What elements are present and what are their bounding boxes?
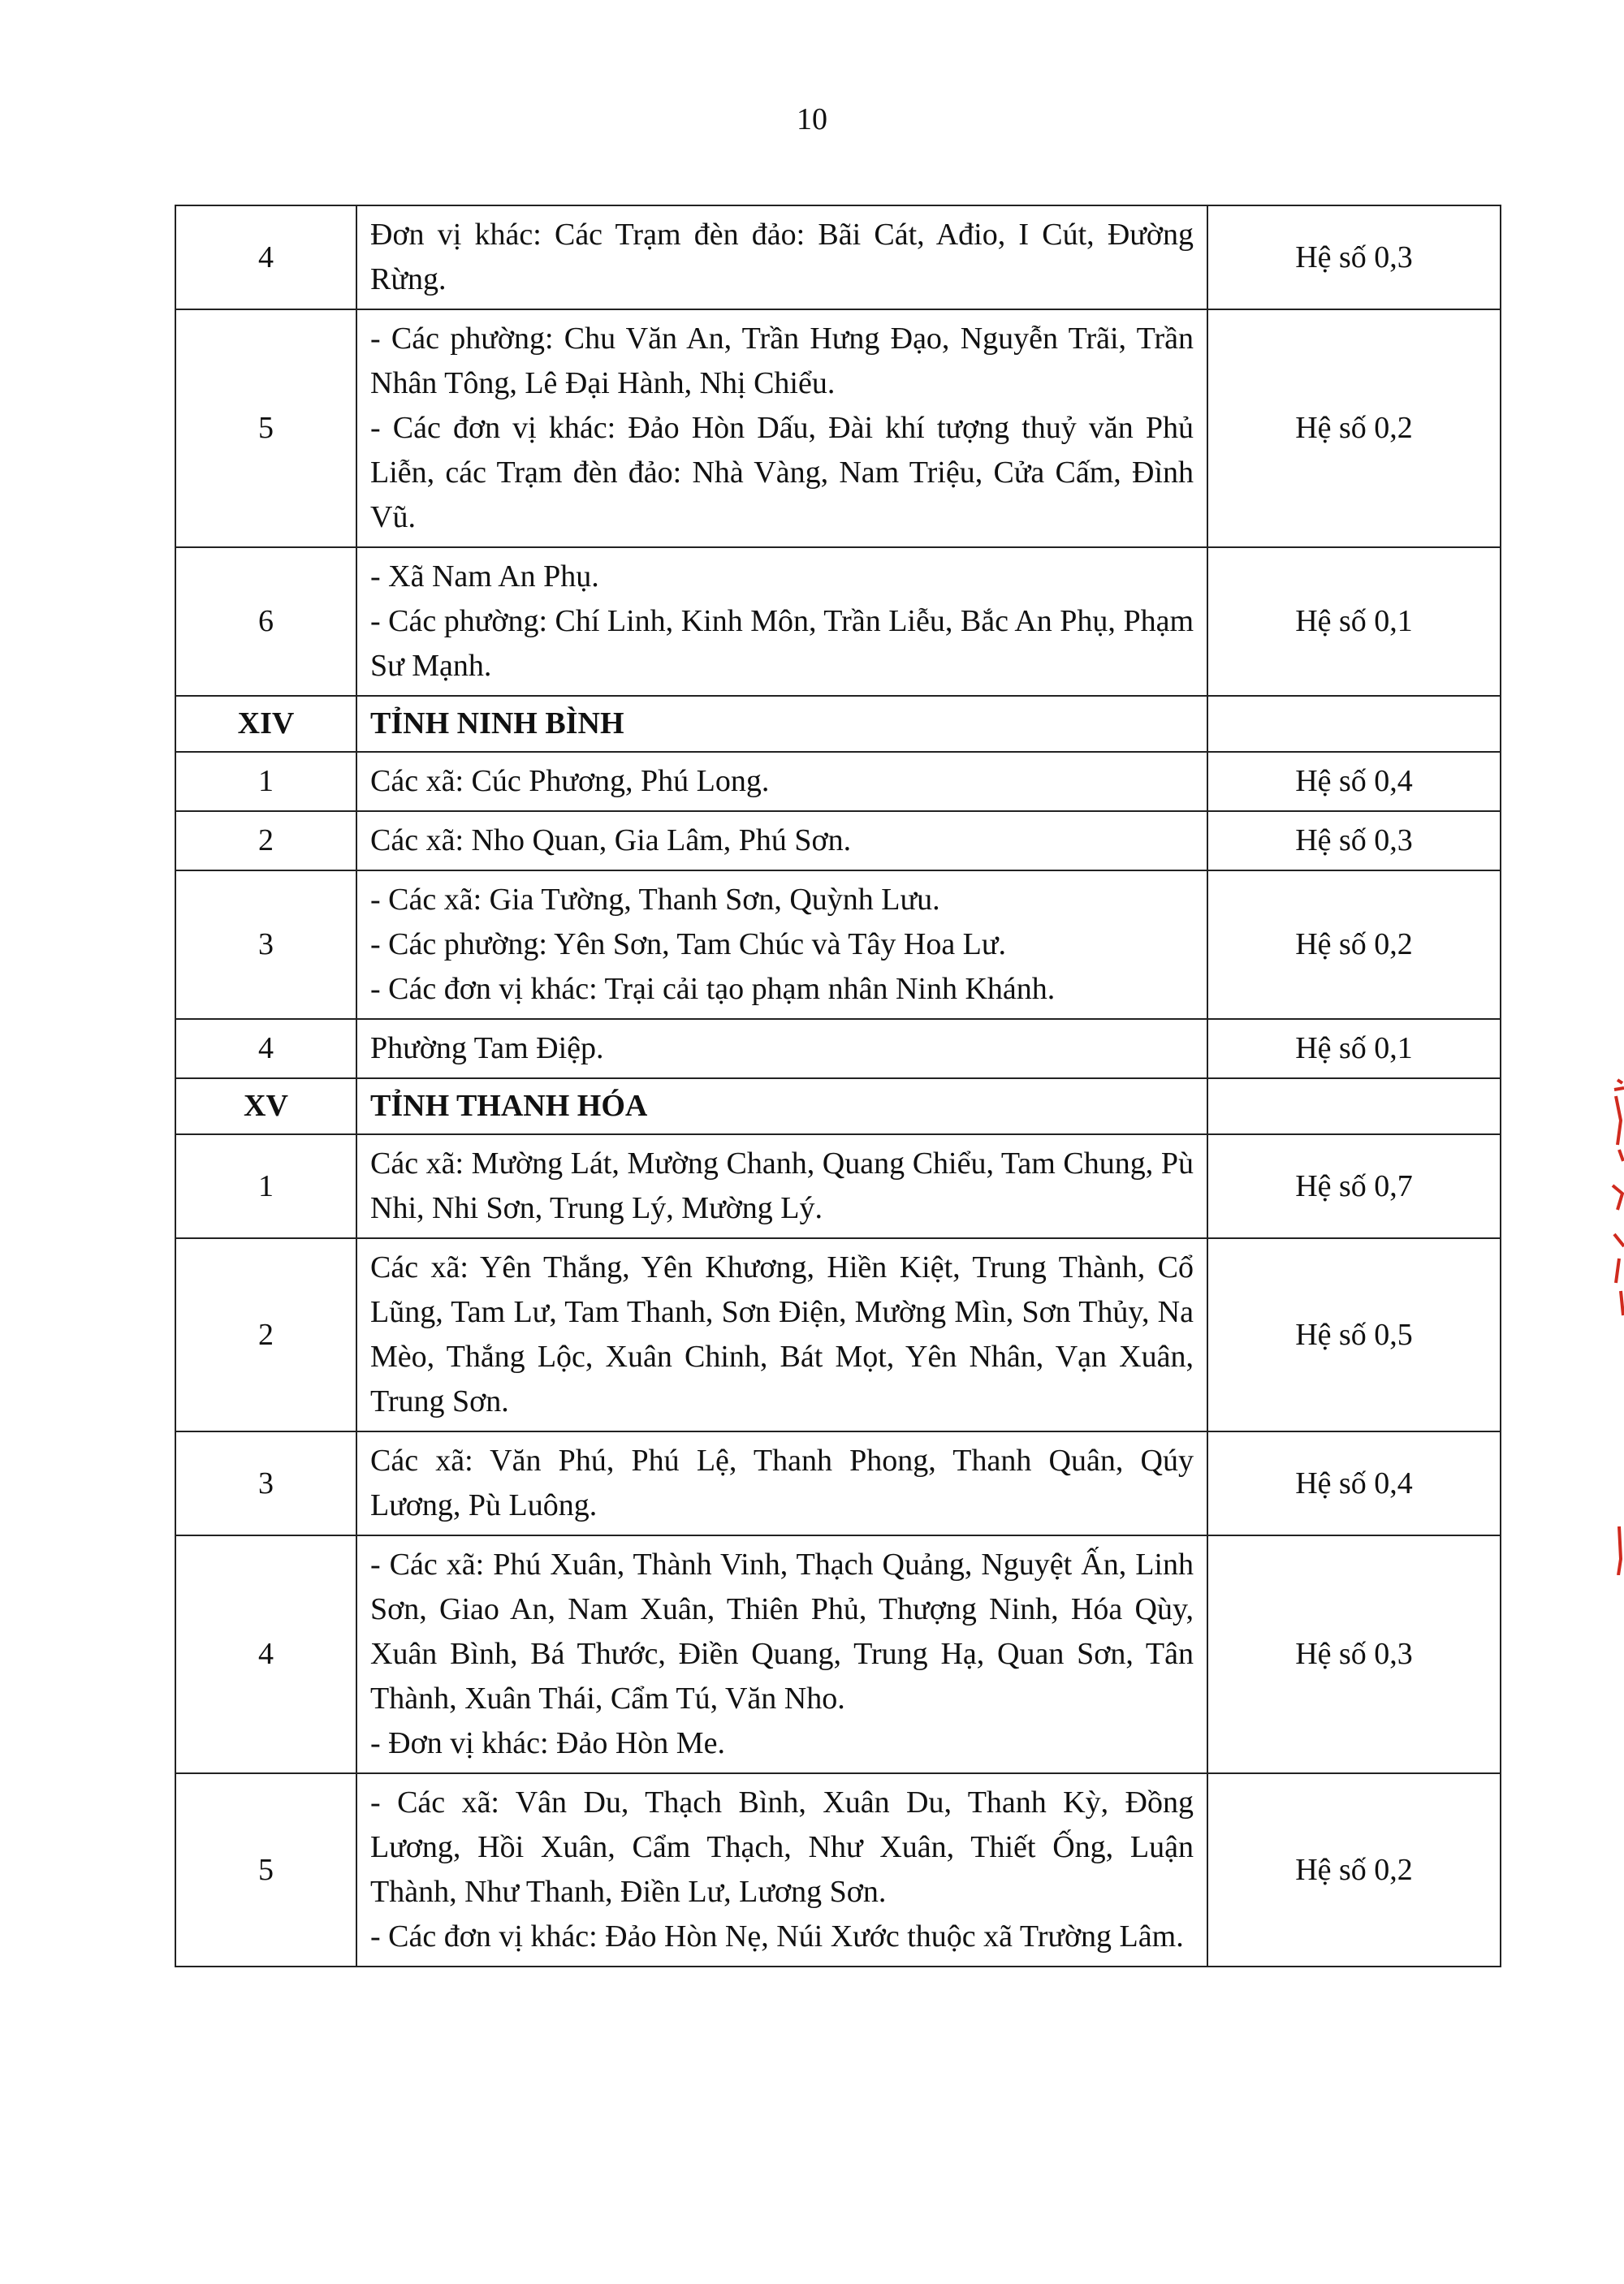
table-row	[175, 1431, 1501, 1535]
coefficient-cell: Hệ số 0,4	[1207, 1431, 1501, 1535]
table-row	[175, 1773, 1501, 1967]
section-number: XV	[175, 1078, 356, 1134]
description-line: - Các phường: Chí Linh, Kinh Môn, Trần Liễu, Bắc An Phụ, Phạm Sư Mạnh.	[370, 604, 1194, 683]
table-row	[175, 1535, 1501, 1773]
row-description	[356, 1019, 1207, 1078]
table-row	[175, 205, 1501, 309]
description-line: - Các đơn vị khác: Đảo Hòn Dấu, Đài khí tượng thuỷ văn Phủ Liễn, các Trạm đèn đảo: Nhà Vàng, Nam Triệu, Cửa Cấm, Đình Vũ.	[370, 411, 1194, 534]
section-title: TỈNH THANH HÓA	[356, 1078, 1207, 1134]
section-title: TỈNH NINH BÌNH	[356, 696, 1207, 752]
description-line: Các xã: Văn Phú, Phú Lệ, Thanh Phong, Thanh Quân, Qúy Lương, Pù Luông.	[370, 1444, 1194, 1522]
description-line: - Các xã: Gia Tường, Thanh Sơn, Quỳnh Lưu.	[370, 883, 940, 917]
table-row	[175, 547, 1501, 696]
table-row	[175, 1019, 1501, 1078]
row-description	[356, 811, 1207, 870]
coefficient-table	[175, 205, 1501, 1967]
row-description	[356, 309, 1207, 547]
coefficient-cell: Hệ số 0,7	[1207, 1134, 1501, 1238]
description-line: Đơn vị khác: Các Trạm đèn đảo: Bãi Cát, Ađio, I Cút, Đường Rừng.	[370, 218, 1194, 296]
row-number: 3	[175, 870, 356, 1019]
description-line: - Xã Nam An Phụ.	[370, 559, 599, 594]
description-line: - Các phường: Yên Sơn, Tam Chúc và Tây Hoa Lư.	[370, 927, 1006, 961]
description-line: Các xã: Mường Lát, Mường Chanh, Quang Chiểu, Tam Chung, Pù Nhi, Nhi Sơn, Trung Lý, Mường Lý.	[370, 1146, 1194, 1225]
row-description	[356, 1238, 1207, 1431]
coefficient-cell: Hệ số 0,3	[1207, 205, 1501, 309]
row-number: 1	[175, 752, 356, 811]
coefficient-cell: Hệ số 0,4	[1207, 752, 1501, 811]
description-line: - Các đơn vị khác: Đảo Hòn Nẹ, Núi Xước thuộc xã Trường Lâm.	[370, 1919, 1184, 1954]
row-description	[356, 752, 1207, 811]
row-description	[356, 1431, 1207, 1535]
coefficient-cell: Hệ số 0,3	[1207, 811, 1501, 870]
section-row	[175, 696, 1501, 752]
row-number: 2	[175, 1238, 356, 1431]
row-description	[356, 547, 1207, 696]
coefficient-cell: Hệ số 0,2	[1207, 870, 1501, 1019]
section-row	[175, 1078, 1501, 1134]
row-description	[356, 1535, 1207, 1773]
description-line: Các xã: Cúc Phương, Phú Long.	[370, 764, 770, 798]
coefficient-cell	[1207, 696, 1501, 752]
table-row	[175, 309, 1501, 547]
row-description	[356, 870, 1207, 1019]
table-row	[175, 1134, 1501, 1238]
description-line: Phường Tam Điệp.	[370, 1031, 604, 1065]
description-line: - Các đơn vị khác: Trại cải tạo phạm nhân Ninh Khánh.	[370, 972, 1056, 1006]
coefficient-cell: Hệ số 0,1	[1207, 547, 1501, 696]
page-number: 10	[797, 102, 827, 136]
table-row	[175, 811, 1501, 870]
row-number: 3	[175, 1431, 356, 1535]
section-number: XIV	[175, 696, 356, 752]
stamp-edge-marks	[1603, 1072, 1624, 1575]
table-row	[175, 870, 1501, 1019]
row-number: 6	[175, 547, 356, 696]
table-row	[175, 1238, 1501, 1431]
row-number: 4	[175, 1535, 356, 1773]
row-description	[356, 205, 1207, 309]
description-line: - Các xã: Vân Du, Thạch Bình, Xuân Du, Thanh Kỳ, Đồng Lương, Hồi Xuân, Cẩm Thạch, Như Xuân, Thiết Ống, Luận Thành, Như Thanh, Điền Lư, Lương Sơn.	[370, 1785, 1194, 1909]
description-line: - Các phường: Chu Văn An, Trần Hưng Đạo, Nguyễn Trãi, Trần Nhân Tông, Lê Đại Hành, Nhị Chiểu.	[370, 322, 1194, 400]
coefficient-cell: Hệ số 0,3	[1207, 1535, 1501, 1773]
description-line: Các xã: Yên Thắng, Yên Khương, Hiền Kiệt, Trung Thành, Cổ Lũng, Tam Lư, Tam Thanh, Sơn Điện, Mường Mìn, Sơn Thủy, Na Mèo, Thắng Lộc, Xuân Chinh, Bát Mọt, Yên Nhân, Vạn Xuân, Trung Sơn.	[370, 1250, 1194, 1418]
row-number: 5	[175, 1773, 356, 1967]
coefficient-cell: Hệ số 0,2	[1207, 1773, 1501, 1967]
description-line: - Các xã: Phú Xuân, Thành Vinh, Thạch Quảng, Nguyệt Ấn, Linh Sơn, Giao An, Nam Xuân, Thiên Phủ, Thượng Ninh, Hóa Qùy, Xuân Bình, Bá Thước, Điền Quang, Trung Hạ, Quan Sơn, Tân Thành, Xuân Thái, Cẩm Tú, Văn Nho.	[370, 1548, 1194, 1716]
coefficient-cell: Hệ số 0,1	[1207, 1019, 1501, 1078]
description-line: Các xã: Nho Quan, Gia Lâm, Phú Sơn.	[370, 823, 852, 857]
coefficient-cell: Hệ số 0,2	[1207, 309, 1501, 547]
description-line: - Đơn vị khác: Đảo Hòn Me.	[370, 1726, 725, 1760]
row-number: 1	[175, 1134, 356, 1238]
row-number: 5	[175, 309, 356, 547]
coefficient-cell	[1207, 1078, 1501, 1134]
row-number: 4	[175, 205, 356, 309]
row-description	[356, 1773, 1207, 1967]
table-row	[175, 752, 1501, 811]
row-number: 2	[175, 811, 356, 870]
table-body	[175, 205, 1501, 1967]
coefficient-cell: Hệ số 0,5	[1207, 1238, 1501, 1431]
row-number: 4	[175, 1019, 356, 1078]
row-description	[356, 1134, 1207, 1238]
